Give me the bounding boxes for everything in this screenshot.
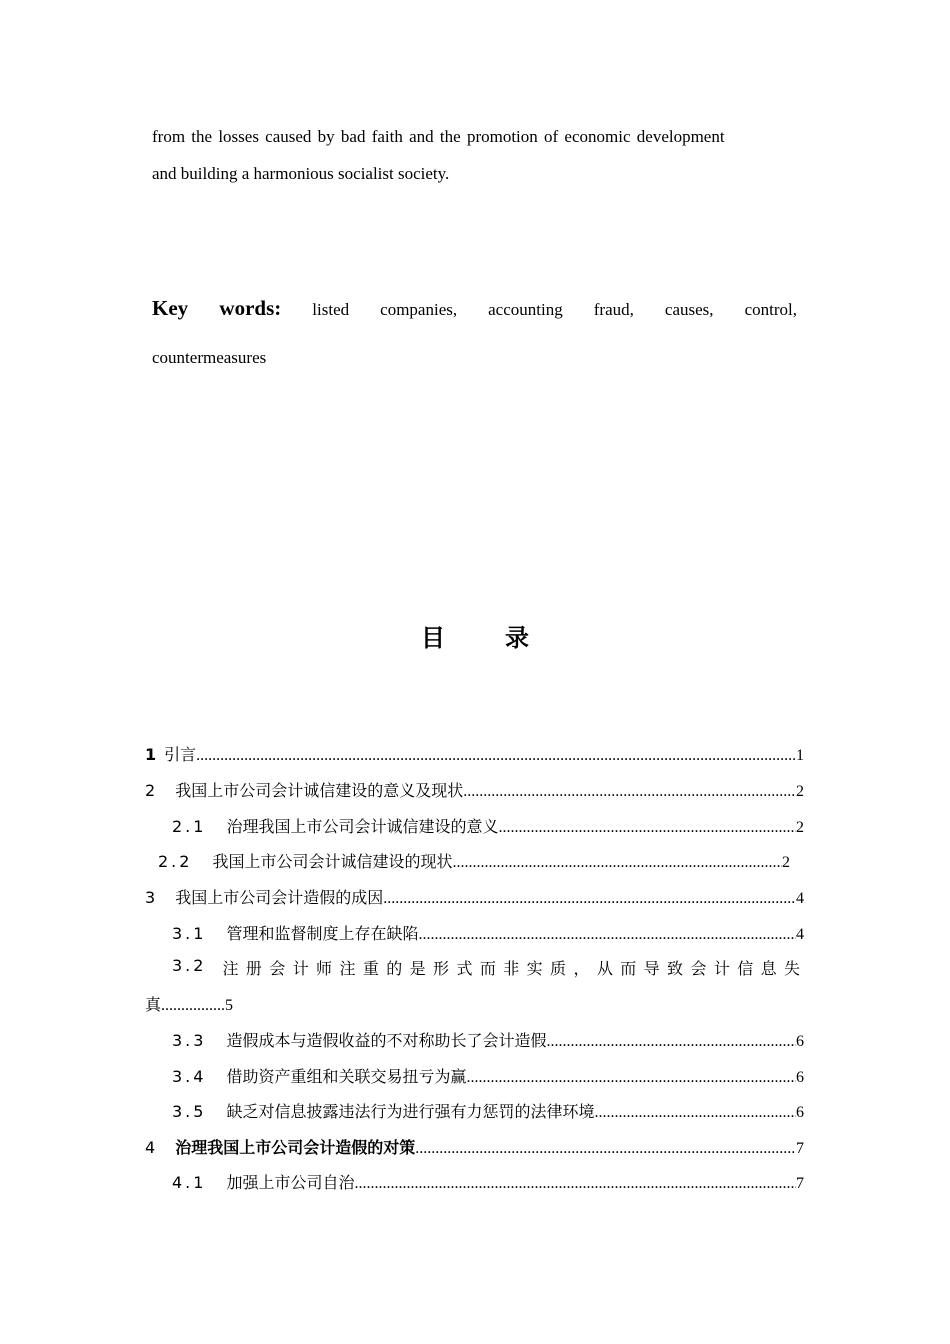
toc-entry-number: 3.5: [172, 1102, 207, 1121]
keywords-continuation: countermeasures: [152, 348, 267, 367]
abstract-paragraph: [152, 118, 797, 192]
toc-entry-number: 2.2: [158, 852, 193, 871]
toc-entry-number: 3.3: [172, 1031, 207, 1050]
toc-entry-page: 2: [796, 819, 804, 836]
toc-leader-dots: [415, 1140, 796, 1158]
toc-entry-number: 4.1: [172, 1173, 207, 1192]
toc-entry-page: 6: [796, 1069, 804, 1086]
toc-entry-label: 治理我国上市公司会计造假的对策: [175, 1138, 416, 1157]
toc-leader-dots: [383, 890, 796, 908]
toc-leader-dots: [418, 926, 796, 944]
toc-entry-number: 4: [145, 1138, 156, 1157]
toc-entry-page: 4: [796, 890, 804, 907]
toc-entry-number: 2.1: [172, 817, 207, 836]
toc-entry-4[interactable]: [145, 1135, 804, 1159]
toc-entry-2[interactable]: [145, 778, 804, 802]
toc-entry-page: 7: [796, 1140, 804, 1157]
toc-entry-3-4[interactable]: [172, 1064, 804, 1088]
toc-entry-label: 我国上市公司会计诚信建设的现状: [212, 852, 453, 871]
toc-leader-dots: [196, 747, 796, 765]
toc-leader-dots: [498, 819, 796, 837]
toc-entry-label-continuation: 真: [145, 995, 162, 1014]
toc-entry-page: 2: [796, 783, 804, 800]
toc-entry-page: 2: [782, 854, 790, 871]
abstract-line-1: [152, 118, 797, 155]
keyword-term: control,: [744, 300, 797, 319]
toc-entry-label: 我国上市公司会计造假的成因: [175, 888, 384, 907]
abstract-line-2: and building a harmonious socialist society.: [152, 164, 450, 183]
toc-entry-number: 3.2: [172, 956, 207, 975]
toc-entry-label: 管理和监督制度上存在缺陷: [226, 924, 419, 943]
toc-entry-3-5[interactable]: [172, 1099, 804, 1123]
toc-entry-page: 6: [796, 1104, 804, 1121]
toc-leader-dots: ................: [161, 997, 226, 1014]
toc-entry-label: 加强上市公司自治: [226, 1173, 355, 1192]
toc-entry-page: 6: [796, 1033, 804, 1050]
toc-entry-3-2-continuation[interactable]: [145, 992, 233, 1015]
toc-leader-dots: [463, 783, 796, 801]
toc-leader-dots: [466, 1069, 796, 1087]
toc-entry-page: 4: [796, 926, 804, 943]
toc-entry-2-1[interactable]: [172, 814, 804, 838]
abstract-line-1-text: from the losses caused by bad faith and the promotion of economic development: [152, 127, 725, 146]
toc-entry-3-1[interactable]: [172, 921, 804, 945]
toc-entry-label: 我国上市公司会计诚信建设的意义及现状: [175, 781, 464, 800]
toc-entry-number: 2: [145, 781, 156, 800]
toc-entry-label: 引言: [164, 745, 197, 764]
toc-leader-dots: [354, 1175, 796, 1193]
toc-entry-page: 5: [225, 997, 234, 1014]
toc-entry-label: 注册会计师注重的是形式而非实质，从而导致会计信息失: [222, 959, 808, 978]
toc-entry-4-1[interactable]: [172, 1170, 804, 1194]
toc-title: [0, 618, 950, 653]
keyword-term: listed: [312, 300, 350, 319]
keyword-term: companies,: [380, 300, 458, 319]
toc-entry-page: 7: [796, 1175, 804, 1192]
toc-leader-dots: [452, 854, 782, 872]
toc-leader-dots: [594, 1104, 796, 1122]
toc-leader-dots: [546, 1033, 796, 1051]
toc-entry-2-2[interactable]: [158, 849, 790, 873]
toc-entry-number: 3: [145, 888, 156, 907]
toc-entry-3-2[interactable]: [172, 956, 808, 979]
toc-entry-1[interactable]: [145, 742, 804, 766]
keyword-term: accounting: [488, 300, 563, 319]
toc-entry-page: 1: [796, 747, 804, 764]
toc-entry-number: 1: [145, 745, 157, 764]
toc-entry-number: 3.4: [172, 1067, 207, 1086]
toc-title-char: 录: [505, 624, 529, 652]
toc-entry-label: 借助资产重组和关联交易扭亏为赢: [226, 1067, 467, 1086]
toc-entry-label: 缺乏对信息披露违法行为进行强有力惩罚的法律环境: [226, 1102, 595, 1121]
toc-entry-3-3[interactable]: [172, 1028, 804, 1052]
keywords-label: Key words:: [152, 296, 282, 320]
toc-title-char: 目: [421, 624, 445, 652]
keyword-term: causes,: [664, 300, 714, 319]
toc-entry-label: 治理我国上市公司会计诚信建设的意义: [226, 817, 499, 836]
keywords-row: [152, 296, 797, 321]
toc-entry-3[interactable]: [145, 885, 804, 909]
toc-entry-label: 造假成本与造假收益的不对称助长了会计造假: [226, 1031, 547, 1050]
keyword-term: fraud,: [593, 300, 634, 319]
toc-entry-number: 3.1: [172, 924, 207, 943]
